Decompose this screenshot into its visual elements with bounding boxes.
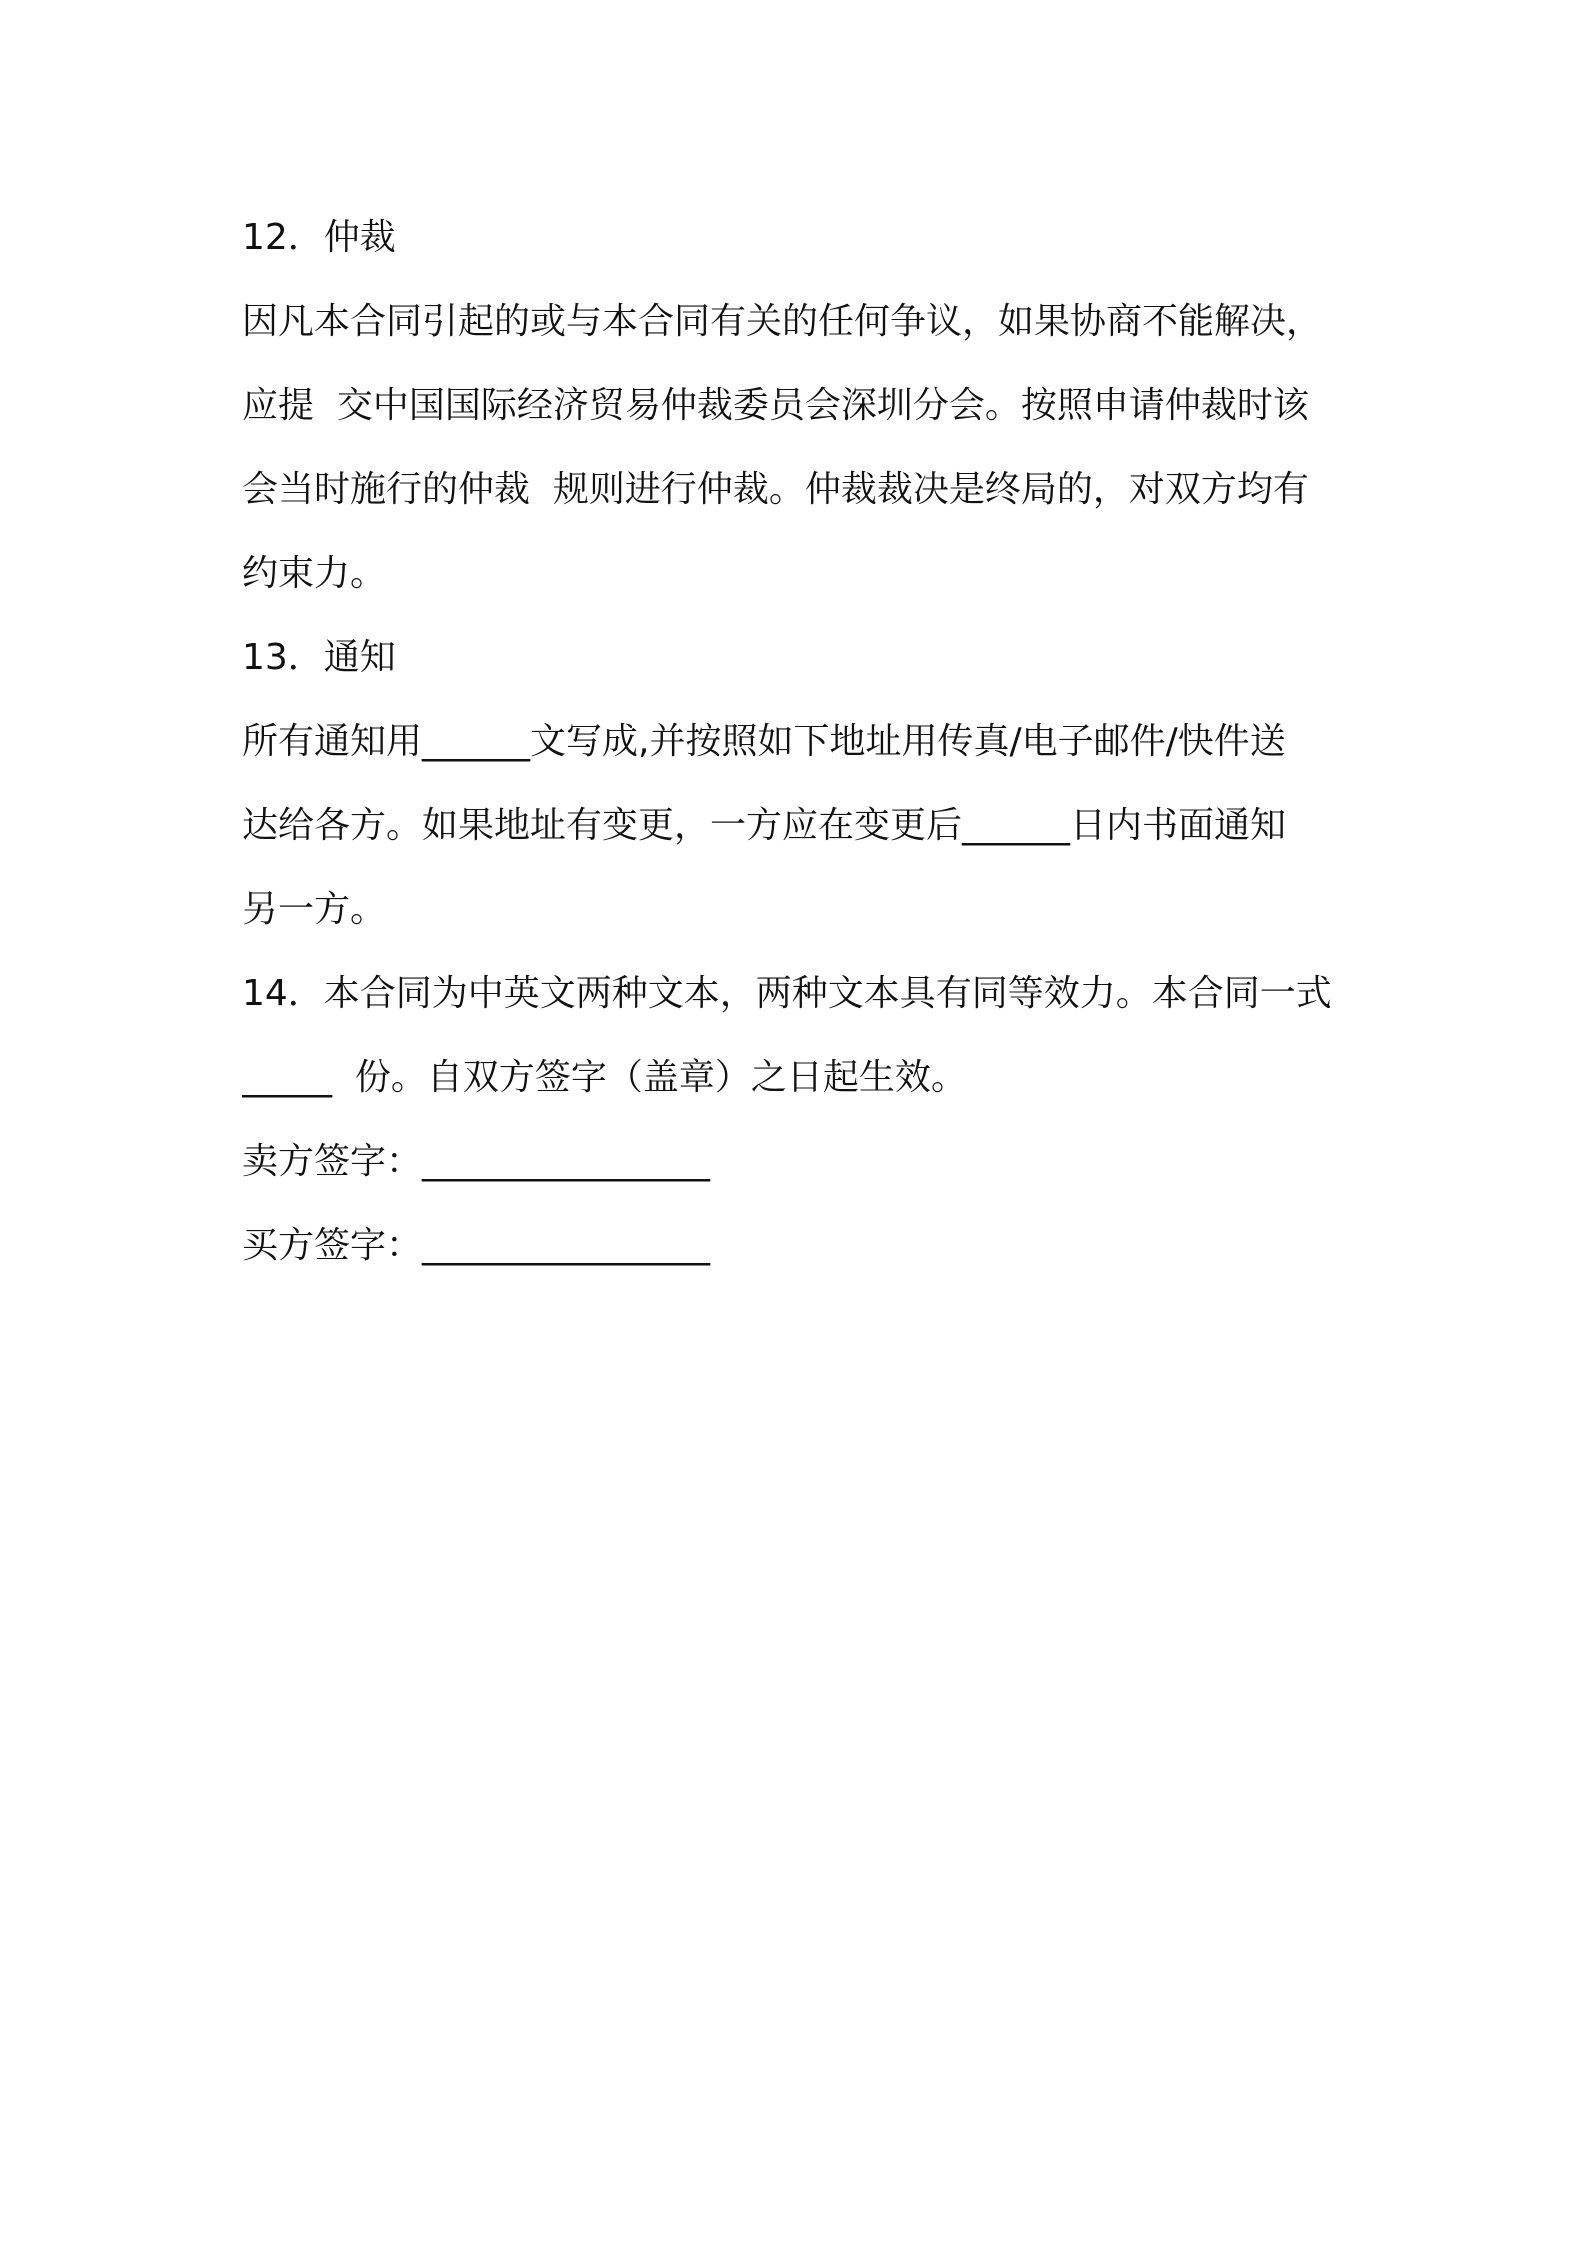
- paragraph-line: 应提 交中国国际经济贸易仲裁委员会深圳分会。按照申请仲裁时该: [242, 385, 1309, 426]
- paragraph-line: 约束力。: [242, 553, 387, 594]
- paragraph-line: 会当时施行的仲裁 规则进行仲裁。仲裁裁决是终局的，对双方均有: [242, 469, 1309, 510]
- paragraph-line: 因凡本合同引起的或与本合同有关的任何争议，如果协商不能解决，: [242, 301, 1323, 342]
- section-heading: 12．仲裁: [242, 217, 396, 258]
- signature-block: [242, 1120, 1362, 1288]
- paragraph-line: 14．本合同为中英文两种文本，两种文本具有同等效力。本合同一式: [242, 973, 1332, 1014]
- section-12: [242, 196, 1362, 616]
- buyer-signature-line: 买方签字：________________: [242, 1225, 711, 1266]
- section-14: [242, 952, 1362, 1120]
- paragraph-line: 另一方。: [242, 889, 387, 930]
- section-13: [242, 616, 1362, 952]
- paragraph-line: 达给各方。如果地址有变更，一方应在变更后______日内书面通知: [242, 805, 1287, 846]
- section-heading: 13．通知: [242, 637, 396, 678]
- seller-signature-line: 卖方签字：________________: [242, 1141, 711, 1182]
- document-body: [242, 196, 1362, 1288]
- paragraph-line: 所有通知用______文写成,并按照如下地址用传真/电子邮件/快件送: [242, 721, 1286, 762]
- paragraph-line: _____ 份。自双方签字（盖章）之日起生效。: [242, 1057, 967, 1098]
